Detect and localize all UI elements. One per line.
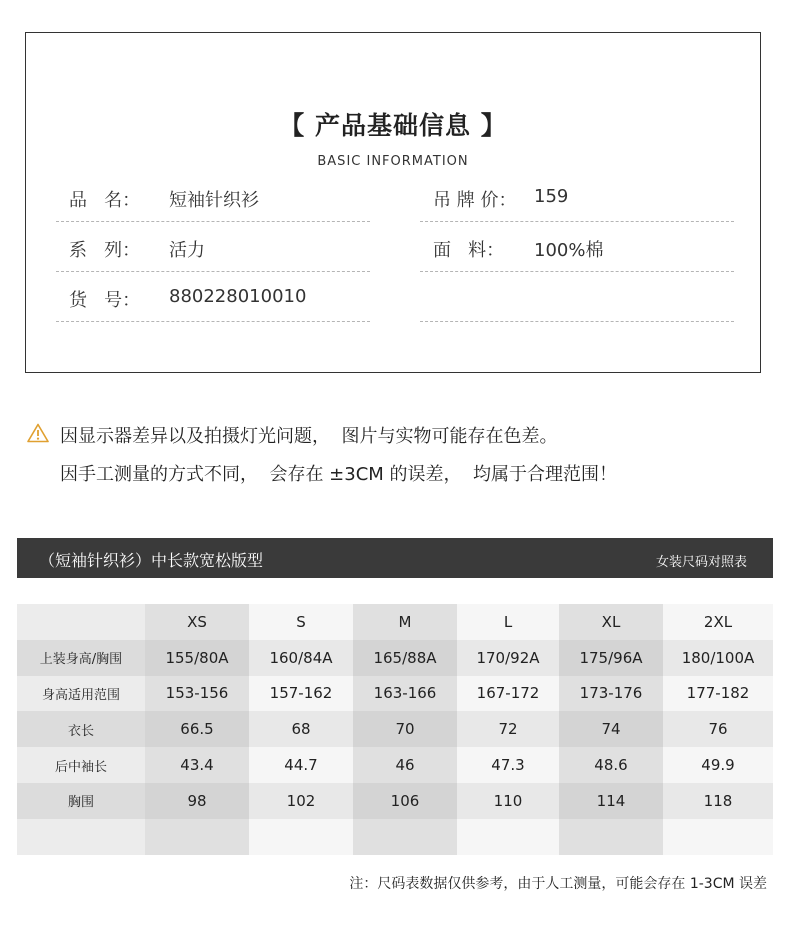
field-value: 短袖针织衫: [169, 190, 259, 211]
notice-line-2: 因手工测量的方式不同， 会存在 ±3CM 的误差， 均属于合理范围！: [60, 464, 617, 485]
warning-icon: [27, 423, 49, 443]
table-cell: 173-176: [559, 676, 663, 712]
field-item-number: [56, 286, 370, 322]
table-cell: 175/96A: [559, 640, 663, 676]
table-cell: 170/92A: [457, 640, 559, 676]
size-table: [17, 604, 773, 855]
table-cell: [353, 819, 457, 855]
info-subtitle: BASIC INFORMATION: [317, 154, 469, 169]
table-cell: 68: [249, 711, 353, 747]
notice-line-1: 因显示器差异以及拍摄灯光问题， 图片与实物可能存在色差。: [60, 426, 558, 447]
table-cell: 43.4: [145, 747, 249, 783]
table-cell: 46: [353, 747, 457, 783]
table-cell: 66.5: [145, 711, 249, 747]
table-cell: 98: [145, 783, 249, 819]
table-cell: [145, 819, 249, 855]
size-header-cell: L: [457, 604, 559, 640]
row-label-cell: 身高适用范围: [17, 676, 145, 712]
table-cell: 74: [559, 711, 663, 747]
table-cell: 49.9: [663, 747, 773, 783]
size-header-cell: M: [353, 604, 457, 640]
row-height-range: [17, 676, 773, 712]
table-cell: 157-162: [249, 676, 353, 712]
field-product-name: [56, 186, 370, 222]
table-cell: 177-182: [663, 676, 773, 712]
size-header-cell: XS: [145, 604, 249, 640]
field-label: 系 列：: [69, 240, 141, 261]
row-label-cell: 衣长: [17, 711, 145, 747]
table-cell: 72: [457, 711, 559, 747]
table-cell: [559, 819, 663, 855]
table-cell: 163-166: [353, 676, 457, 712]
table-cell: 160/84A: [249, 640, 353, 676]
table-cell: 153-156: [145, 676, 249, 712]
table-cell: 70: [353, 711, 457, 747]
table-cell: 76: [663, 711, 773, 747]
size-header-cell: [17, 604, 145, 640]
row-height-bust: [17, 640, 773, 676]
table-cell: [457, 819, 559, 855]
size-header-row: [17, 604, 773, 640]
field-value: 100%棉: [534, 240, 604, 261]
size-chart-title: （短袖针织衫）中长款宽松版型: [39, 551, 264, 570]
row-sleeve-length: [17, 747, 773, 783]
field-series: [56, 236, 370, 272]
table-cell: [249, 819, 353, 855]
field-value: 880228010010: [169, 286, 307, 307]
table-cell: 167-172: [457, 676, 559, 712]
product-info-box: [25, 32, 761, 373]
table-cell: 47.3: [457, 747, 559, 783]
table-cell: 102: [249, 783, 353, 819]
row-empty: [17, 819, 773, 855]
table-cell: 110: [457, 783, 559, 819]
row-chest: [17, 783, 773, 819]
table-cell: 180/100A: [663, 640, 773, 676]
table-cell: 118: [663, 783, 773, 819]
table-cell: 44.7: [249, 747, 353, 783]
row-label-cell: 上装身高/胸围: [17, 640, 145, 676]
field-empty: [420, 286, 734, 322]
field-material: [420, 236, 734, 272]
table-cell: 155/80A: [145, 640, 249, 676]
row-label-cell: 胸围: [17, 783, 145, 819]
size-header-cell: 2XL: [663, 604, 773, 640]
field-label: 面 料：: [433, 240, 505, 261]
size-guide-link[interactable]: 女装尺码对照表: [655, 555, 747, 570]
table-cell: [663, 819, 773, 855]
field-label: 吊 牌 价：: [433, 190, 517, 211]
field-value: 159: [534, 186, 569, 207]
table-cell: 114: [559, 783, 663, 819]
size-chart-footnote: 注：尺码表数据仅供参考，由于人工测量，可能会存在 1-3CM 误差: [349, 876, 767, 892]
table-cell: 106: [353, 783, 457, 819]
field-value: 活力: [169, 240, 205, 261]
row-label-cell: [17, 819, 145, 855]
row-length: [17, 711, 773, 747]
field-tag-price: [420, 186, 734, 222]
field-label: 品 名：: [69, 190, 141, 211]
field-label: 货 号：: [69, 290, 141, 311]
table-cell: 48.6: [559, 747, 663, 783]
info-title: 【 产品基础信息 】: [279, 111, 507, 140]
table-cell: 165/88A: [353, 640, 457, 676]
size-header-cell: S: [249, 604, 353, 640]
size-chart-header-band: [17, 538, 773, 578]
row-label-cell: 后中袖长: [17, 747, 145, 783]
size-header-cell: XL: [559, 604, 663, 640]
